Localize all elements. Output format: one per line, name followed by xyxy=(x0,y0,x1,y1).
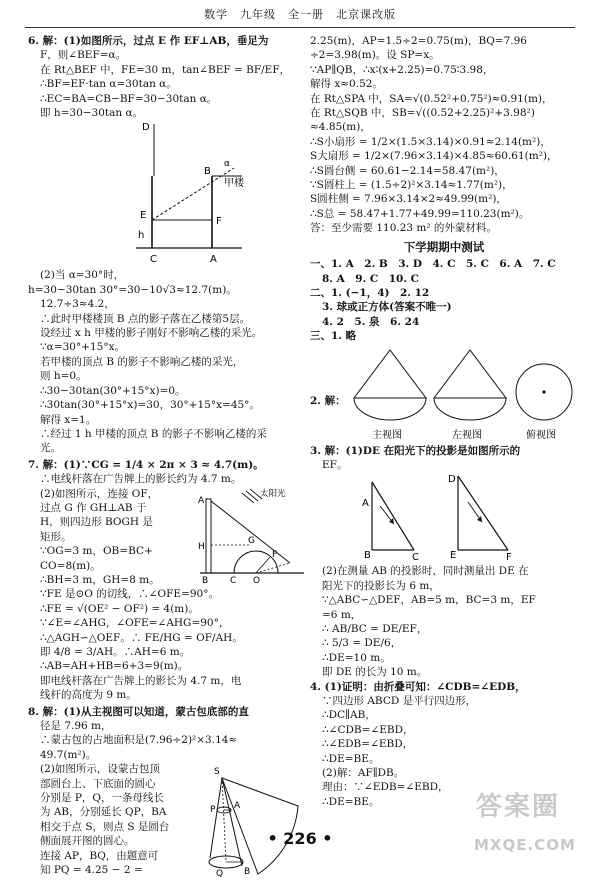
text-line: 即电线杆落在广告牌上的影长为 4.7 m，电 xyxy=(40,674,242,687)
text-line: ∵FE 是⊙O 的切线，∴∠OFE=90°。 xyxy=(40,588,219,601)
text-line: ∴电线杆落在广告牌上的影长约为 4.7 m。 xyxy=(40,473,242,486)
text-line: ∵∠E=∠AHG，∠OFE=∠AHG=90°， xyxy=(40,617,230,630)
text-line: 7. 解：(1)∵CG = 1/4 × 2π × 3 ≈ 4.7(m)。 xyxy=(28,458,264,471)
text-line: 矩形。 xyxy=(40,530,72,543)
problem-8-side-text xyxy=(28,762,198,880)
text-line: 为 AB，分别延长 QP，BA xyxy=(40,806,167,819)
text-line: 即 DE 的长为 10 m。 xyxy=(322,666,428,679)
text-line: 相交于点 S，则点 S 是圆台 xyxy=(40,820,170,833)
text-line: 3. 球或正方体(答案不唯一) xyxy=(322,301,452,314)
problem-7-wrap xyxy=(28,487,310,588)
label-A: A xyxy=(210,254,217,266)
label-F: F xyxy=(216,216,222,228)
text-line: ∵△ABC∽△DEF，AB=5 m，BC=3 m，EF xyxy=(322,594,536,607)
label-C: C xyxy=(230,575,237,586)
text-line: 二、1. (−1，4) 2. 12 xyxy=(310,286,430,299)
text-line: 解得 x≈0.52。 xyxy=(310,78,383,91)
three-views-block xyxy=(310,346,578,442)
text-line: (2)如图所示，连接 OF， xyxy=(40,487,159,500)
text-line: ∵S圆柱上 = (1.5÷2)²×3.14≈1.77(m²)， xyxy=(310,179,513,192)
text-line: (2)解：AF∥DB。 xyxy=(322,767,405,780)
problem-7 xyxy=(28,458,310,703)
label-C: C xyxy=(150,254,157,266)
text-line: ∴S总 = 58.47+1.77+49.99=110.23(m²)。 xyxy=(310,207,530,220)
text-line: ∴EC=BA=CB−BF=30−30tan α。 xyxy=(40,92,218,105)
watermark-text: 答案圈 xyxy=(476,792,561,822)
text-line: 6. 解：(1)如图所示，过点 E 作 EF⊥AB，垂足为 xyxy=(28,35,269,47)
text-line: 线杆的高度为 9 m。 xyxy=(40,689,137,702)
label-F: F xyxy=(506,552,512,564)
text-line: 设经过 x h 甲楼的影子刚好不影响乙楼的采光。 xyxy=(40,327,263,340)
label-G: G xyxy=(248,535,255,546)
label-E: E xyxy=(450,550,457,562)
text-line: 12.7÷3≈4.2， xyxy=(40,298,115,311)
text-line: (2)在测量 AB 的投影时，同时测量出 DE 在 xyxy=(322,565,529,578)
text-line: ∵AP∥QB，∴x∶(x+2.25)=0.75∶3.98， xyxy=(310,63,494,76)
label-tag: 甲楼 xyxy=(224,178,244,190)
label-S: S xyxy=(214,767,220,778)
text-line: EF。 xyxy=(322,458,348,471)
text-line: ∴DE=10 m。 xyxy=(322,651,391,664)
text-line: 4. (1)证明：由折叠可知：∠CDB=∠EDB， xyxy=(310,680,526,693)
label-D: D xyxy=(448,474,456,486)
text-line: 一、1. A 2. B 3. D 4. C 5. C 6. A 7. C xyxy=(310,258,556,271)
q2-label: 2. 解： xyxy=(310,394,346,407)
text-line: 阳光下的投影长为 6 m， xyxy=(322,579,440,592)
label-C: C xyxy=(412,552,419,564)
text-line: ∴△AGH∽△OEF。∴ FE/HG = OF/AH。 xyxy=(40,631,243,644)
text-line: ∴S圆台侧 = 60.61−2.14=58.47(m²)， xyxy=(310,164,505,177)
section-title: 下学期期中测试 xyxy=(403,239,485,254)
text-line: ∴30−30tan(30°+15°x)=0。 xyxy=(40,384,186,397)
text-line: 即 4/8 = 3/AH。∴AH=6 m。 xyxy=(40,646,191,658)
text-line: ∴BH=3 m，GH=8 m。 xyxy=(40,573,160,586)
three-views-figure xyxy=(350,346,576,442)
right-column xyxy=(310,34,578,809)
top-view-label: 俯视图 xyxy=(526,429,556,441)
text-line: ∴DE=BE。 xyxy=(322,795,380,808)
text-line: 4. 2 5. 泉 6. 24 xyxy=(322,315,420,328)
text-line: h=30−30tan 30°=30−10√3≈12.7(m)。 xyxy=(28,283,237,296)
text-line: ∴ AB/BC = DE/EF， xyxy=(322,622,428,635)
text-line: 即 h=30−30tan α。 xyxy=(40,107,144,120)
label-B: B xyxy=(204,166,211,178)
label-D: D xyxy=(142,122,150,134)
text-line: S圆柱侧 = 7.96×3.14×2≈49.99(m²)， xyxy=(310,193,507,206)
frustum-figure xyxy=(198,762,306,880)
text-line: ∴FE = √(OE² − OF²) = 4(m)。 xyxy=(40,602,199,615)
text-line: (2)当 α=30°时， xyxy=(40,269,125,282)
text-line: 理由：∵∠EDB=∠EBD， xyxy=(322,781,449,794)
building-shadow-figure xyxy=(28,120,310,268)
text-line: 8. 解：(1)从主视图可以知道，蒙古包底部的直 xyxy=(28,705,249,718)
text-line: F，则∠BEF=α。 xyxy=(40,49,127,62)
text-line: S大扇形 = 1/2×(7.96×3.14)×4.85≈60.61(m²)， xyxy=(310,150,558,163)
text-line: ∴BF=EF·tan α=30tan α。 xyxy=(40,78,177,91)
text-line: ∵OG=3 m，OB=BC+ xyxy=(40,545,153,558)
text-line: 部圆台上、下底面的圆心 xyxy=(40,777,156,790)
label-A: A xyxy=(198,495,205,506)
label-O: O xyxy=(253,575,261,586)
problem-6-part2 xyxy=(28,268,310,455)
label-Q: Q xyxy=(216,869,224,880)
text-line: ∴S小扇形 = 1/2×(1.5×3.14)×0.91≈2.14(m²)， xyxy=(310,135,551,148)
text-line: ∴∠EDB=∠EBD， xyxy=(322,738,414,751)
projection-figure xyxy=(310,472,578,564)
text-line: ∴DC∥AB， xyxy=(322,709,376,722)
label-alpha: α xyxy=(224,159,230,170)
text-line: 2.25(m)，AP=1.5÷2=0.75(m)，BQ=7.96 xyxy=(310,35,527,47)
label-H: H xyxy=(198,541,205,552)
text-line: 过点 G 作 GH⊥AB 于 xyxy=(40,501,147,514)
text-line: 光。 xyxy=(40,442,61,455)
left-view-label: 左视图 xyxy=(452,429,482,441)
label-F: F xyxy=(272,549,278,560)
text-line: 径是 7.96 m， xyxy=(40,720,112,733)
left-column xyxy=(28,34,310,880)
watermark-url: MXQE.COM xyxy=(474,836,576,854)
label-B: B xyxy=(244,867,251,878)
text-line: 知 PQ = 4.25 − 2 = xyxy=(40,864,143,877)
problem-8 xyxy=(28,705,310,880)
text-line: 则 h=0。 xyxy=(40,370,87,383)
text-line: 49.7(m²)。 xyxy=(40,748,97,761)
problem-8-wrap xyxy=(28,762,310,880)
problem-6 xyxy=(28,34,310,120)
text-line: (2)如图所示，设蒙古包顶 xyxy=(40,763,160,776)
text-line: ∴AB=AH+HB=6+3=9(m)。 xyxy=(40,660,189,673)
label-h: h xyxy=(138,230,145,242)
text-line: ≈4.85(m)， xyxy=(310,121,371,134)
watermark-logo xyxy=(470,792,598,864)
text-line: 3. 解：(1)DE 在阳光下的投影是如图所示的 xyxy=(310,444,521,457)
text-line: ∴ 5/3 = DE/6， xyxy=(322,637,402,650)
text-line: ÷2=3.98(m)。设 SP=x。 xyxy=(310,49,440,62)
text-line: 8. A 9. C 10. C xyxy=(322,272,420,285)
answer-list xyxy=(310,257,578,343)
front-view-label: 主视图 xyxy=(372,429,402,441)
label-P: P xyxy=(210,805,216,816)
text-line: 在 Rt△SQB 中，SB=√((0.52+2.25)²+3.98²) xyxy=(310,107,535,120)
text-line: 解得 x=1。 xyxy=(40,413,97,426)
text-line: 侧面展开图的圆心。 xyxy=(40,835,135,848)
page-number: • 226 • xyxy=(267,829,333,848)
page-header: 数学 九年级 全一册 北京课改版 xyxy=(204,8,396,21)
text-line: ∴∠CDB=∠EBD， xyxy=(322,723,414,736)
text-line: 在 Rt△BEF 中，FE=30 m，tan∠BEF = BF/EF， xyxy=(40,63,291,76)
text-line: 连接 AP，BQ，由题意可 xyxy=(40,849,159,862)
page-number-value: 226 xyxy=(283,829,317,848)
label-sun: 太阳光 xyxy=(260,488,286,499)
sunlight-figure xyxy=(198,487,308,587)
label-B: B xyxy=(202,575,209,586)
label-E: E xyxy=(140,210,147,222)
text-line: 在 Rt△SPA 中，SA=√(0.52²+0.75²)≈0.91(m)， xyxy=(310,92,553,105)
text-line: ∴蒙古包的占地面积是(7.96÷2)²×3.14≈ xyxy=(40,734,238,747)
problem-7-side-text xyxy=(28,487,198,588)
text-line: 答：至少需要 110.23 m² 的外蒙材料。 xyxy=(310,222,497,235)
text-line: =6 m， xyxy=(322,608,362,621)
text-line: CO=8(m)。 xyxy=(40,559,101,572)
text-line: ∴DE=BE。 xyxy=(322,752,380,765)
header-rule xyxy=(25,27,575,28)
label-A: A xyxy=(234,801,241,812)
label-A: A xyxy=(362,498,369,510)
text-line: 三、1. 略 xyxy=(310,330,357,343)
text-line: H，则四边形 BOGH 是 xyxy=(40,516,153,529)
question-3 xyxy=(310,444,578,810)
label-B: B xyxy=(364,550,371,562)
text-line: 分别是 P，Q，一条母线长 xyxy=(40,792,165,805)
text-line: ∴经过 1 h 甲楼的顶点 B 的影子不影响乙楼的采 xyxy=(40,427,267,440)
text-line: ∵四边形 ABCD 是平行四边形， xyxy=(322,695,477,707)
text-line: ∴30tan(30°+15°x)=30，30°+15°x=45°。 xyxy=(40,399,260,412)
problem-8-continued xyxy=(310,34,578,236)
text-line: ∵α=30°+15°x。 xyxy=(40,341,126,354)
text-line: ∴此时甲楼楼顶 B 点的影子落在乙楼第5层。 xyxy=(40,312,251,325)
text-line: 若甲楼的顶点 B 的影子不影响乙楼的采光， xyxy=(40,355,244,368)
